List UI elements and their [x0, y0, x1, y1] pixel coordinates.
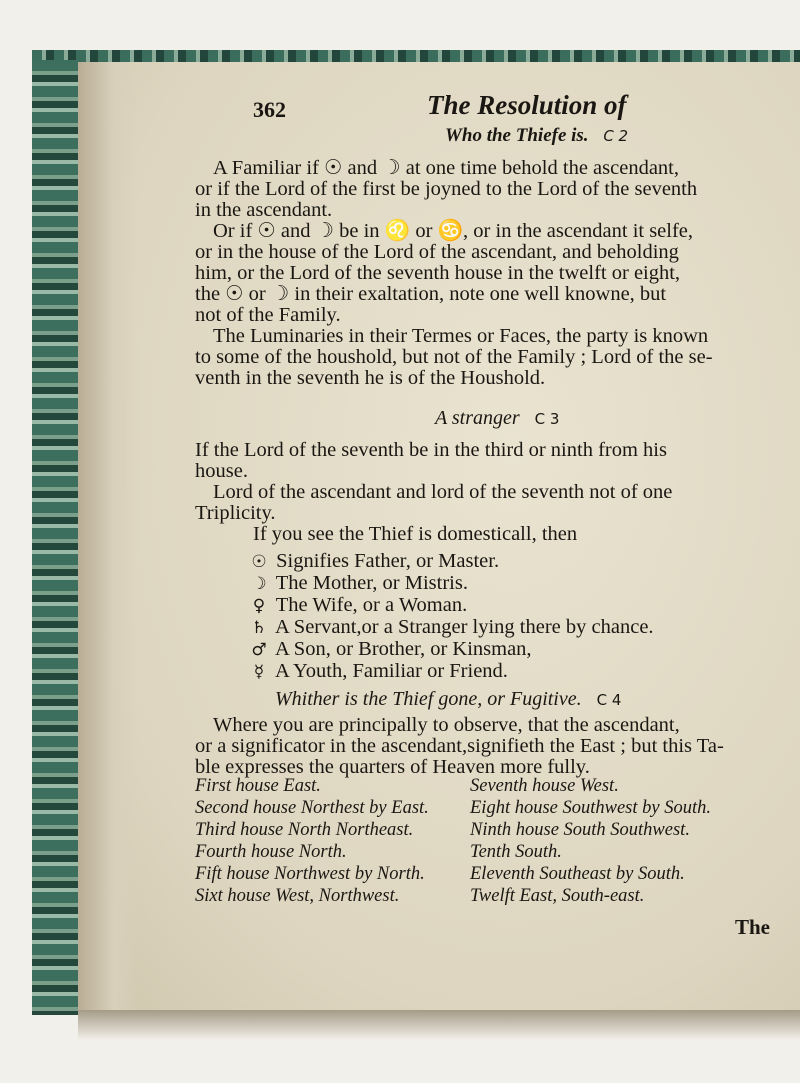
list-item: [247, 638, 532, 661]
section-title-text: A stranger: [435, 407, 520, 429]
margin-mark: C 2: [603, 127, 629, 145]
text-line: The Luminaries in their Termes or Faces, the party is known: [213, 325, 709, 347]
text-line: venth in the seventh he is of the Houshold.: [195, 367, 546, 389]
text-line: If you see the Thief is domesticall, then: [253, 523, 578, 545]
house-cell: First house East.: [195, 776, 321, 796]
list-item: [247, 660, 508, 683]
text-line: house.: [195, 460, 248, 482]
list-item: [247, 572, 468, 595]
list-item: [247, 550, 499, 573]
house-cell: Third house North Northeast.: [195, 820, 414, 840]
text-line: the ☉ or ☽ in their exaltation, note one well knowne, but: [195, 283, 667, 305]
running-head: The Resolution of: [427, 90, 627, 120]
paragraph-familiar: [195, 158, 780, 221]
subheading: [445, 125, 628, 147]
text-line: or in the house of the Lord of the ascendant, and beholding: [195, 241, 679, 263]
page-number: 362: [253, 97, 286, 122]
paragraph-third-ninth: [195, 440, 780, 482]
list-item-text: The Wife, or a Woman.: [275, 594, 468, 616]
mars-icon: ♂: [251, 640, 267, 660]
whither-text: [195, 715, 780, 778]
text-line: If the Lord of the seventh be in the third or ninth from his: [195, 439, 667, 461]
house-cell: Eleventh Southeast by South.: [470, 864, 685, 884]
section-title-whither: [275, 688, 621, 711]
paragraph-luminaries: [195, 326, 780, 389]
paragraph-ascendant-east: [195, 715, 780, 778]
section-title-stranger: [435, 407, 559, 430]
section-title-text: Whither is the Thief gone, or Fugitive.: [275, 688, 582, 710]
mercury-icon: ☿: [253, 662, 265, 682]
margin-mark: C 3: [534, 410, 560, 428]
house-cell: Seventh house West.: [470, 776, 619, 796]
house-cell: Sixt house West, Northwest.: [195, 886, 400, 906]
text-line: or a significator in the ascendant,signifieth the East ; but this Ta-: [195, 735, 724, 757]
paragraph-domesticall: [195, 524, 780, 545]
main-text: [195, 158, 780, 389]
text-line: in the ascendant.: [195, 199, 333, 221]
text-line: Lord of the ascendant and lord of the seventh not of one: [213, 481, 673, 503]
venus-icon: ♀: [252, 596, 266, 616]
stranger-text: [195, 440, 780, 545]
list-item-text: The Mother, or Mistris.: [275, 572, 468, 594]
margin-mark: C 4: [596, 691, 622, 709]
sun-icon: ☉: [251, 552, 267, 572]
page-header: [195, 85, 780, 145]
moon-icon: ☽: [251, 574, 267, 594]
text-line: him, or the Lord of the seventh house in the twelft or eight,: [195, 262, 681, 284]
house-cell: Second house Northest by East.: [195, 798, 429, 818]
list-item-text: A Servant,or a Stranger lying there by chance.: [275, 616, 654, 638]
saturn-icon: ♄: [251, 618, 267, 638]
text-line: A Familiar if ☉ and ☽ at one time behold the ascendant,: [213, 157, 679, 179]
page-binding-shadow: [78, 62, 138, 1022]
paragraph-sun-moon: [195, 221, 780, 326]
list-item: [247, 616, 654, 639]
subheading-text: Who the Thiefe is.: [445, 125, 589, 146]
text-line: or if the Lord of the first be joyned to the Lord of the seventh: [195, 178, 698, 200]
list-item: [247, 594, 467, 617]
house-cell: Fourth house North.: [195, 842, 347, 862]
text-line: ble expresses the quarters of Heaven more fully.: [195, 756, 590, 778]
text-line: to some of the houshold, but not of the Family ; Lord of the se-: [195, 346, 713, 368]
catchword: The: [735, 915, 771, 939]
house-cell: Tenth South.: [470, 842, 562, 862]
paragraph-triplicity: [195, 482, 780, 524]
list-item-text: A Son, or Brother, or Kinsman,: [275, 638, 532, 660]
house-cell: Twelft East, South-east.: [470, 886, 645, 906]
house-cell: Eight house Southwest by South.: [470, 798, 711, 818]
decorative-border-left: [32, 60, 78, 1015]
text-line: Or if ☉ and ☽ be in ♌ or ♋, or in the ascendant it selfe,: [213, 220, 694, 242]
house-cell: Ninth house South Southwest.: [470, 820, 690, 840]
list-item-text: A Youth, Familiar or Friend.: [275, 660, 508, 682]
text-line: Where you are principally to observe, that the ascendant,: [213, 714, 680, 736]
list-item-text: Signifies Father, or Master.: [276, 550, 500, 572]
page-bottom-shadow: [78, 1010, 800, 1040]
house-cell: Fift house Northwest by North.: [195, 864, 425, 884]
text-line: Triplicity.: [195, 502, 276, 524]
text-line: not of the Family.: [195, 304, 341, 326]
